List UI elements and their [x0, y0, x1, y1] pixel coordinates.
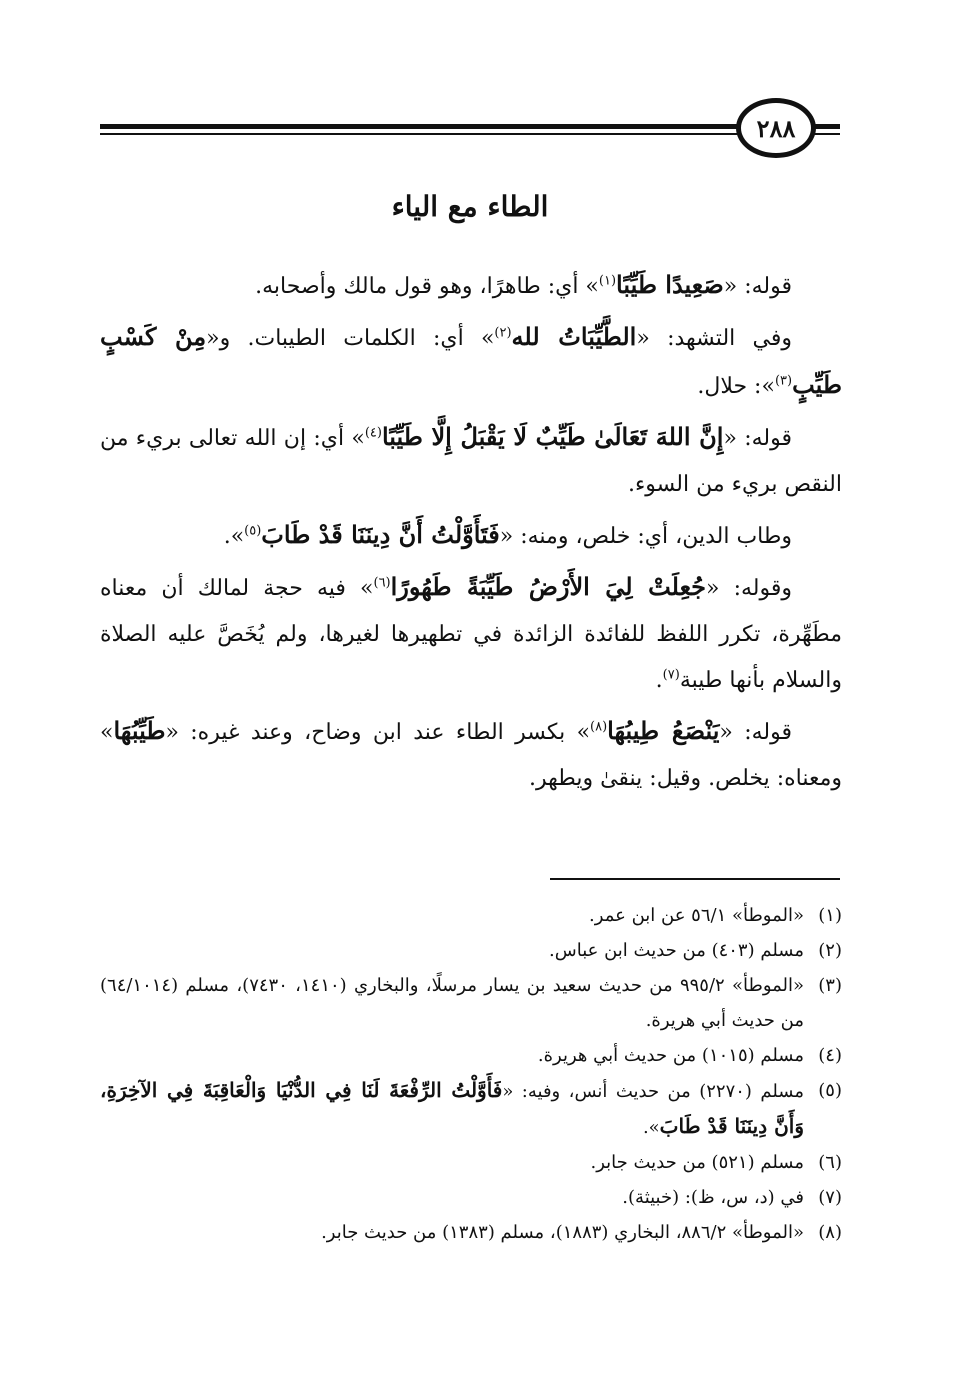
quote: صَعِيدًا طَيِّبًا: [616, 270, 724, 299]
footnote: [100, 1215, 842, 1250]
footnote-ref[interactable]: (٣): [774, 373, 793, 389]
footnote-text: «الموطأ» ٥٦/١ عن ابن عمر.: [589, 905, 804, 926]
footnote-number: (٣): [818, 975, 842, 996]
chapter-title: الطاء مع الياء: [391, 190, 549, 223]
footnote-text: مسلم (٢٢٧٠) من حديث أنس، وفيه: «فَأَوَّلْتُ الرِّفْعَةَ لَنَا فِي الدُّنْيَا وَالْعَاقِبَةَ فِي الآخِرَةِ، وَأَنَّ دِينَنَا قَدْ طَابَ».: [100, 1078, 804, 1138]
quote: فَأَوَّلْتُ الرِّفْعَةَ لَنَا فِي الدُّنْيَا وَالْعَاقِبَةَ فِي الآخِرَةِ، وَأَنَّ دِينَنَا قَدْ طَابَ: [100, 1078, 804, 1138]
footnote-number: (٤): [818, 1045, 842, 1066]
quote: طَيِّبُهَا: [113, 716, 166, 745]
footnote-ref[interactable]: (٢): [494, 325, 512, 341]
footnote-ref[interactable]: (٨): [590, 719, 608, 735]
footnote-text: «الموطأ» ٨٨٦/٢، البخاري (١٨٨٣)، مسلم (١٣٨٣) من حديث جابر.: [321, 1222, 804, 1243]
quote: إِنَّ اللهَ تَعَالَىٰ طَيِّبٌ لَا يَقْبَلُ إِلَّا طَيِّبًا: [381, 422, 724, 451]
footnote-ref[interactable]: (٧): [662, 667, 680, 683]
paragraph: وقوله: «جُعِلَتْ لِيَ الأَرْضُ طَيِّبَةً طَهُورًا$^{(٦)}$» فيه حجة لمالك أن معناه مطَهِّرة، تكرر اللفظ للفائدة الزائدة في تطهيرها لغيرها، ولم يُخَصَّ عليه الصلاة والسلام بأنها طيبة$^{(٧)}$.: [100, 572, 842, 693]
footnote-separator: [550, 878, 840, 880]
paragraph: وطاب الدين، أي: خلص، ومنه: «فَتَأَوَّلْتُ أَنَّ دِينَنَا قَدْ طَابَ$^{(٥)}$».: [223, 520, 792, 549]
footnote-number: (٧): [818, 1187, 842, 1208]
page-header: [100, 98, 840, 164]
quote: يَنْصَعُ طِيبُهَا: [607, 716, 720, 745]
page-number: ٢٨٨: [736, 98, 816, 158]
paragraph: قوله: «صَعِيدًا طَيِّبًا$^{(١)}$» أي: طاهرًا، وهو قول مالك وأصحابه.: [255, 270, 792, 299]
footnotes: [100, 898, 842, 1250]
footnote-number: (٢): [818, 940, 842, 961]
footnote: [100, 1145, 842, 1180]
footnote: [100, 1180, 842, 1215]
footnote-ref[interactable]: (٤): [364, 425, 382, 441]
footnote-text: مسلم (٤٠٣) من حديث ابن عباس.: [549, 940, 804, 961]
footnote-text: «الموطأ» ٩٩٥/٢ من حديث سعيد بن يسار مرسلًا، والبخاري (١٤١٠، ٧٤٣٠)، مسلم (٦٤/١٠١٤) من حديث أبي هريرة.: [100, 975, 805, 1031]
footnote-number: (١): [818, 905, 842, 926]
footnote-text: مسلم (١٠١٥) من حديث أبي هريرة.: [537, 1045, 804, 1066]
quote: فَتَأَوَّلْتُ أَنَّ دِينَنَا قَدْ طَابَ: [261, 520, 500, 549]
footnote-number: (٨): [818, 1222, 842, 1243]
footnote-number: (٦): [818, 1152, 842, 1173]
footnote-ref[interactable]: (٦): [373, 575, 391, 591]
footnote: [100, 968, 842, 1038]
footnote-text: في (د، س، ظ): (خبيثة).: [622, 1187, 804, 1208]
quote: الطَّيِّبَاتُ لله: [511, 322, 637, 351]
main-text: [100, 262, 842, 806]
footnote-ref[interactable]: (٥): [244, 523, 262, 539]
paragraph: قوله: «يَنْصَعُ طِيبُهَا$^{(٨)}$» بكسر الطاء عند ابن وضاح، وعند غيره: «طَيِّبُهَا» ومعناه: يخلص. وقيل: ينقىٰ ويطهر.: [100, 716, 842, 791]
footnote-text: مسلم (٥٢١) من حديث جابر.: [590, 1152, 804, 1173]
footnote-number: (٥): [818, 1080, 842, 1101]
paragraph: قوله: «إِنَّ اللهَ تَعَالَىٰ طَيِّبٌ لَا يَقْبَلُ إِلَّا طَيِّبًا$^{(٤)}$» أي: إن الله تعالى بريء من النقص بريء من السوء.: [100, 422, 842, 497]
quote: مِنْ كَسْبٍ طَيِّبٍ: [100, 322, 842, 399]
paragraph: وفي التشهد: «الطَّيِّبَاتُ لله$^{(٢)}$» أي: الكلمات الطيبات. و«مِنْ كَسْبٍ طَيِّبٍ$^{(٣)}$»: حلال.: [100, 322, 842, 399]
footnote: [100, 1073, 842, 1145]
header-rule: [100, 133, 740, 135]
header-rule: [100, 124, 740, 129]
footnote: [100, 1038, 842, 1073]
quote: جُعِلَتْ لِيَ الأَرْضُ طَيِّبَةً طَهُورًا: [390, 572, 707, 601]
footnote: [100, 933, 842, 968]
footnote-ref[interactable]: (١): [598, 273, 617, 289]
footnote: [100, 898, 842, 933]
